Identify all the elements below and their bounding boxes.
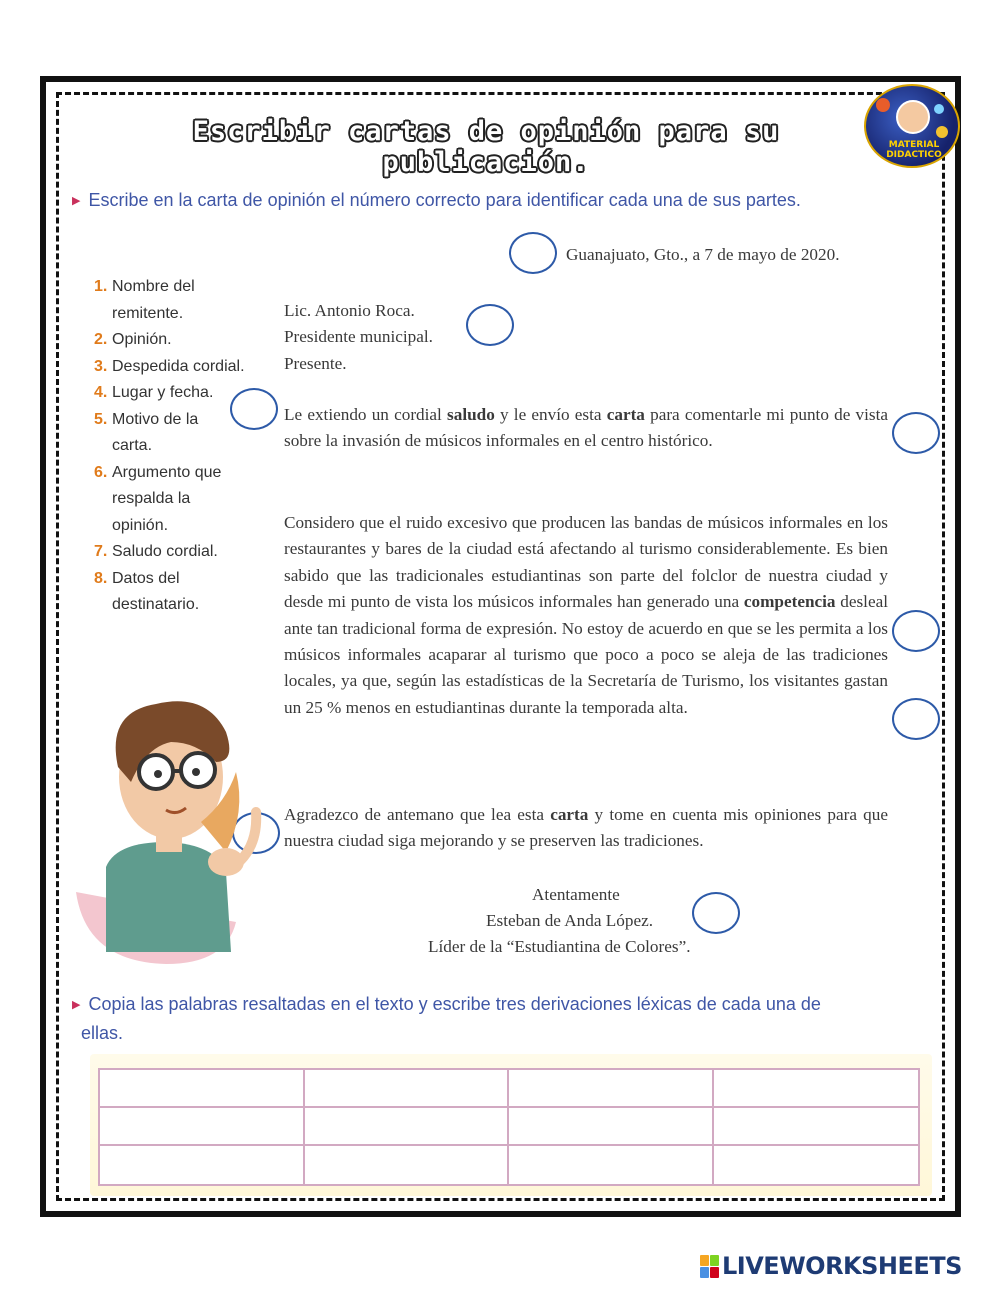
letter-closing: Atentamente — [532, 885, 620, 904]
answer-circle-argument[interactable] — [892, 698, 940, 740]
instruction-copy-words: ▶ Copia las palabras resaltadas en el texto y escribe tres derivaciones léxicas de cada una de ellas. — [72, 994, 821, 1043]
list-item: 4. Lugar y fecha. — [94, 384, 214, 401]
pointing-finger — [241, 812, 256, 860]
highlight-saludo: saludo — [447, 405, 495, 424]
table-cell[interactable] — [509, 1146, 714, 1184]
list-item: 1. Nombre del remitente. — [94, 278, 195, 322]
list-item: 5. Motivo de la carta. — [94, 410, 199, 454]
table-cell[interactable] — [714, 1146, 919, 1184]
answer-circle-recipient[interactable] — [466, 304, 514, 346]
brand-name: LIVEWORKSHEETS — [722, 1252, 962, 1280]
table-cell[interactable] — [100, 1070, 305, 1108]
table-cell[interactable] — [100, 1108, 305, 1146]
answer-circle-greeting[interactable] — [230, 388, 278, 430]
letter-sender: Esteban de Anda López. — [486, 911, 654, 930]
material-didactico-logo — [864, 84, 960, 168]
bullet-icon: ▶ — [72, 999, 81, 1011]
highlight-carta: carta — [606, 405, 645, 424]
boy-thinking-illustration — [76, 692, 276, 972]
list-item: 3. Despedida cordial. — [94, 357, 245, 375]
table-cell[interactable] — [305, 1108, 510, 1146]
highlight-competencia: competencia — [743, 592, 836, 612]
table-cell[interactable] — [100, 1146, 305, 1184]
worksheet-title: Escribir cartas de opinión para su publicación. — [192, 116, 780, 178]
table-cell[interactable] — [714, 1070, 919, 1108]
derivations-table — [98, 1068, 920, 1186]
letter-paragraph-reason: Le extiendo un cordial saludo y le envío esta carta para comentarle mi punto de vista sobre la invasión de músicos informales en el centro histórico. — [284, 405, 889, 451]
letter-sender-role: Líder de la “Estudiantina de Colores”. — [428, 937, 691, 956]
answer-circle-date[interactable] — [509, 232, 557, 274]
list-item: 2. Opinión. — [94, 331, 172, 348]
answer-circle-sender[interactable] — [692, 892, 740, 934]
table-cell[interactable] — [714, 1108, 919, 1146]
table-cell[interactable] — [305, 1070, 510, 1108]
bullet-icon: ▶ — [72, 195, 81, 207]
table-cell[interactable] — [509, 1070, 714, 1108]
parts-list — [94, 274, 254, 619]
table-cell[interactable] — [509, 1108, 714, 1146]
answer-circle-opinion[interactable] — [892, 610, 940, 652]
list-item: 8. Datos del destinatario. — [94, 569, 200, 613]
list-item: 7. Saludo cordial. — [94, 543, 218, 560]
logo-label: MATERIAL DIDACTICO — [886, 140, 942, 160]
instruction-text: Escribe en la carta de opinión el número correcto para identificar cada una de sus partes. — [88, 190, 801, 210]
liveworksheets-footer[interactable] — [700, 1252, 962, 1280]
list-item: 6. Argumento que respalda la opinión. — [94, 463, 222, 534]
instruction-identify-parts — [72, 186, 952, 215]
highlight-carta: carta — [550, 805, 589, 824]
worksheet — [40, 76, 961, 1217]
astronaut-face-icon — [896, 100, 930, 134]
letter-paragraph-argument: Considero que el ruido excesivo que producen las bandas de músicos informales en los restaurantes y bares de la ciudad está afectando al turismo considerablemente. Es bien sabido que las tradicionales estudiantinas son parte del folclor de nuestra ciudad y desde mi punto de vista los músicos informales han generado una competencia desleal ante tan tradicional forma de expresión. No estoy de acuerdo en que se les permita a los músicos informales acaparar al turismo que poco a poco se aleja de las tradiciones locales, ya que, según las estadísticas de la Secretaría de Turismo, los visitantes gastan un 25 % menos en estudiantinas durante la temporada alta. — [284, 513, 888, 717]
table-cell[interactable] — [305, 1146, 510, 1184]
liveworksheets-logo-icon — [700, 1255, 719, 1278]
answer-circle-reason[interactable] — [892, 412, 940, 454]
letter-date: Guanajuato, Gto., a 7 de mayo de 2020. — [566, 245, 840, 264]
letter-paragraph-farewell: Agradezco de antemano que lea esta carta y tome en cuenta mis opiniones para que nuestra ciudad siga mejorando y se preserven las tradiciones. — [284, 805, 888, 851]
letter-recipient: Lic. Antonio Roca. Presidente municipal. Presente. — [284, 301, 433, 373]
